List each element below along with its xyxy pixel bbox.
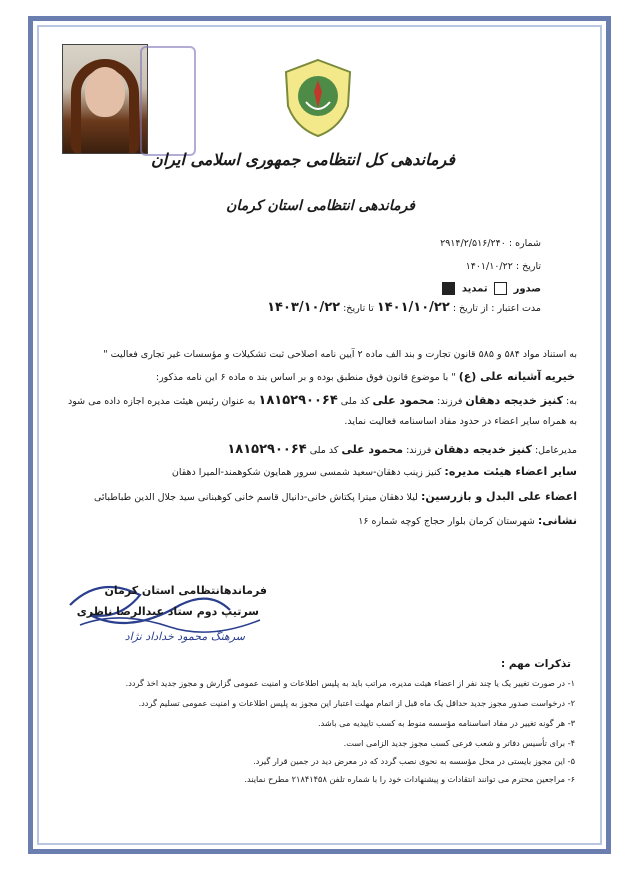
note-item: ۱- در صورت تغییر یک یا چند نفر از اعضاء هیئت مدیره، مراتب باید به پلیس اطلاعات و امنیت عمومی گزارش و مجوز جدید اخذ گردد. [125, 678, 575, 688]
father-name: محمود علی [372, 394, 435, 407]
address-line [358, 514, 577, 527]
issue-label: صدور [513, 283, 541, 295]
person-name: کنیز خدیجه دهقان [465, 394, 564, 407]
validity-to: ۱۴۰۳/۱۰/۲۲ [267, 300, 341, 315]
applicant-photo [62, 44, 148, 154]
doc-date [466, 261, 541, 272]
national-id-label: کد ملی [340, 396, 370, 407]
handwritten-name: سرهنگ محمود خداداد نژاد [124, 630, 245, 643]
org-title: فرماندهی کل انتظامی جمهوری اسلامی ایران [150, 150, 455, 169]
ceo-id-label: کد ملی [309, 445, 339, 456]
date-label: تاریخ : [515, 261, 541, 272]
national-id: ۱۸۱۵۲۹۰۰۶۴ [258, 393, 338, 408]
note-item: ۵- این مجوز بایستی در محل مؤسسه به نحوی نصب گردد که در معرض دید در جمین قرار گیرد. [253, 756, 575, 766]
body-line-3-rest: به عنوان رئیس هیئت مدیره اجازه داده می شود [68, 396, 256, 407]
ceo-father: محمود علی [341, 443, 404, 456]
note-item: ۶- مراجعین محترم می توانند انتقادات و پیشنهادات خود را با شماره تلفن ۲۱۸۴۱۴۵۸ مطرح نمایند. [244, 774, 575, 784]
number-value: ۲۹۱۴/۲/۵۱۶/۲۴۰ [440, 238, 506, 249]
validity-to-label: تا تاریخ: [343, 303, 374, 314]
address-label: نشانی: [537, 514, 577, 527]
child-of-label: فرزند: [437, 396, 463, 407]
police-emblem-icon [280, 58, 356, 138]
number-label: شماره : [508, 238, 541, 249]
to-label: به: [566, 396, 577, 407]
validity-label: مدت اعتبار : از تاریخ : [452, 303, 541, 314]
signature-scribble [60, 565, 290, 675]
board-names: کنیز زینب دهقان-سعید شمسی سرور همایون شکوهمند-المیرا دهقان [171, 467, 442, 478]
renew-checkbox [442, 282, 455, 295]
ceo-label: مدیرعامل: [534, 445, 577, 456]
renew-label: تمدید [461, 283, 488, 295]
address-value: شهرستان کرمان بلوار حجاج کوچه شماره ۱۶ [358, 516, 535, 527]
ceo-line [227, 442, 577, 457]
notes-heading: تذکرات مهم : [501, 658, 571, 670]
body-line-3 [68, 393, 577, 408]
photo-stamp [140, 46, 196, 156]
body-line-2-rest: " با موضوع قانون فوق منطبق بوده و بر اساس بند ه ماده ۶ این نامه مذکور: [155, 372, 456, 383]
validity-from: ۱۴۰۱/۱۰/۲۲ [376, 300, 450, 315]
date-value: ۱۴۰۱/۱۰/۲۲ [465, 261, 513, 272]
board-line [172, 465, 577, 478]
signatory-name: سرتیپ دوم ستاد عبدالرضا ناظری [76, 605, 259, 618]
issue-checkbox [494, 282, 507, 295]
issue-type [439, 282, 541, 295]
ceo-name: کنیز خدیجه دهقان [434, 443, 532, 456]
organization-name: خیریه آشیانه علی (ع) [458, 370, 575, 383]
signatory-title: فرماندهانتظامی استان کرمان [104, 584, 267, 597]
body-line-2 [156, 370, 575, 383]
sub-title: فرماندهی انتظامی استان کرمان [226, 198, 415, 214]
body-line-1: به استناد مواد ۵۸۴ و ۵۸۵ قانون تجارت و بند الف ماده ۲ آیین نامه اصلاحی ثبت تشکیلات و مؤسسات غیر تجاری فعالیت " [103, 349, 577, 360]
note-item: ۲- درخواست صدور مجوز جدید حداقل یک ماه قبل از اتمام مهلت اعتبار این مجوز به پلیس اطلاعات و امنیت عمومی تسلیم گردد. [138, 698, 575, 708]
ceo-id: ۱۸۱۵۲۹۰۰۶۴ [227, 442, 307, 457]
alternates-label: اعضاء علی البدل و بازرسین: [421, 490, 577, 503]
validity-period [267, 300, 541, 315]
ceo-child-label: فرزند: [406, 445, 432, 456]
note-item: ۳- هر گونه تغییر در مفاد اساسنامه مؤسسه منوط به کسب تاییدیه می باشد. [318, 718, 575, 728]
alternates-line [94, 490, 577, 503]
alternates-names: لیلا دهقان میترا پکتاش خانی-دانیال قاسم خانی کوهبنانی سید جلال الدین طباطبائی [93, 492, 418, 503]
note-item: ۴- برای تأسیس دفاتر و شعب فرعی کسب مجوز جدید الزامی است. [343, 738, 575, 748]
body-line-4: به همراه سایر اعضاء در حدود مفاد اساسنامه فعالیت نماید. [344, 416, 577, 427]
board-label: سایر اعضاء هیئت مدیره: [444, 465, 577, 478]
doc-number [440, 238, 541, 249]
